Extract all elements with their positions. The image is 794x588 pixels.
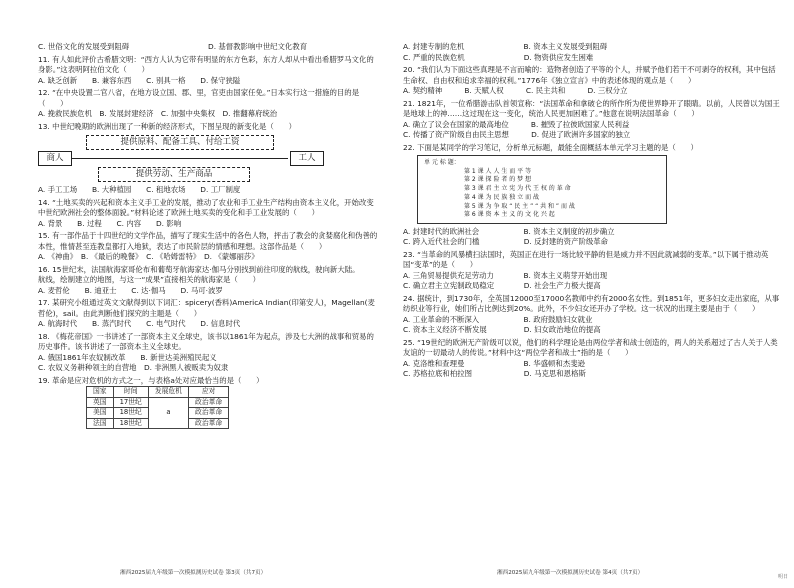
q20-options: A. 契约精神 B. 天赋人权 C. 民主共和 D. 三权分立 — [403, 86, 628, 95]
question-24: 24. 据统计，到1730年，全英国12000至17000名教师中约有2000名女性。到1851年，更多妇女走出家庭，从事纺织业等行业，她们所占比例达到20%。此外，不少妇女还开办了学校。这一状况的出现主要是由于（ ） — [403, 293, 780, 314]
q21-options-cd: C. 传播了资产阶级自由民主思想 D. 促进了欧洲许多国家的独立 — [403, 130, 631, 139]
question-18: 18. 《梅花帝国》一书讲述了一部资本主义全球史，该书以1861年为起点，涉及七大洲的战事和贸易的历史事件。该书讲述了一部资本主义全球史。 — [38, 331, 374, 351]
unit-title: 单 元 标 题： — [424, 159, 460, 166]
q12-options: A. 挽救民族危机 B. 发展封建经济 C. 加强中央集权 D. 推翻幕府统治 — [38, 109, 278, 118]
q18-options-ab: A. 俄国1861年农奴制改革 B. 新世达美洲殖民起义 — [38, 352, 217, 362]
list-item: 第 3 课 君 主 立 宪 为 代 王 权 的 革 命 — [464, 185, 571, 193]
q19-table — [86, 386, 229, 429]
question-12: 12. “在中央设置二官八省，在地方设立国、郡、里，官吏由国家任免。”日本实行这一措施的目的是（ ） — [38, 88, 360, 108]
question-14: 14. “土地买卖的兴起和资本主义手工业的发展，推动了农业和手工业生产结构由资本主义化，开始改变中世纪欧洲社会的整体面貌。”材料论述了欧洲土地买卖的变化和手工业发展的（ ） — [38, 197, 374, 217]
question-16: 16. 15世纪末，法国航海家哥伦布和葡萄牙航海家达·伽马分别找到前往印度的航线，驶向新大陆。 — [38, 264, 360, 274]
left-page-footer: 湘西2025届九年级第一次模拟测历史试卷 第3页（共7页） — [120, 570, 267, 576]
q10-options-cd — [38, 42, 378, 53]
q13-diagram — [38, 133, 378, 183]
list-item: 第 1 课 人 人 生 而 平 等 — [464, 167, 532, 175]
right-page — [397, 0, 794, 588]
q22-options-ab: A. 封建时代的欧洲社会 B. 资本主义制度的初步确立 — [403, 226, 615, 236]
flow-arrow — [72, 158, 288, 159]
q15-options: A. 《神曲》 B. 《最后的晚餐》 C. 《哈姆雷特》 D. 《蒙娜丽莎》 — [38, 252, 259, 261]
question-13: 13. 中世纪晚期的欧洲出现了一种新的经济形式，下图呈现的新变化是（ ） — [38, 121, 296, 131]
q19-options-cd: C. 严重的民族危机 D. 物资供应发生困难 — [403, 52, 594, 62]
question-22: 22. 下面是某同学的学习笔记，分析单元标题，最能全面概括本单元学习主题的是（ ） — [403, 142, 698, 152]
q22-options-cd: C. 跨入近代社会的门槛 D. 反封建的资产阶级革命 — [403, 237, 609, 247]
q22-unit-box — [417, 155, 667, 224]
list-item: 第 4 课 为 民 族 独 立 而 战 — [464, 193, 539, 201]
q13-options: A. 手工工场 B. 大种植园 C. 租地农场 D. 工厂制度 — [38, 185, 241, 194]
q24-options-cd: C. 资本主义经济不断发展 D. 妇女政治地位的提高 — [403, 325, 601, 335]
table-header: 国家 时间 发展危机 应对 — [87, 387, 229, 398]
table-row: 美国 18世纪 政治革命 — [87, 408, 229, 419]
flow-bottom-box: 提供劳动、生产商品 — [98, 167, 250, 182]
q24-options-ab: A. 工业革命的不断深入 B. 政府鼓励妇女就业 — [403, 314, 593, 324]
q19-options-ab: A. 封建专制的危机 B. 资本主义发展受到阻碍 — [403, 42, 608, 51]
q23-options-cd: C. 确立君主立宪制政局稳定 D. 社会生产力极大提高 — [403, 281, 601, 291]
question-23: 23. “当革命的风暴横扫法国时，英国正在进行一场比较平静的但是威力并不因此就减弱的变革。”以下属于推动英国“变革”的是（ ） — [403, 249, 769, 270]
left-column — [38, 42, 378, 429]
question-15: 15. 有一部作品于十四世纪的文学作品，描写了现实生活中的各色人物，抨击了教会的贪婪腐化和伪善的本性，惟情甚至连教皇都打入地狱，表达了市民阶层的情感和理想。这部作品是（ ） — [38, 231, 378, 251]
q25-options-cd: C. 苏格拉底和柏拉图 D. 马克思和恩格斯 — [403, 369, 586, 379]
question-21: 21. 1821年，一位希腊游击队首领宣称：“法国革命和拿破仑的所作所为使世界睁开了眼睛。以前，人民曾以为国王是地球上的神……这过现在这一变化，统治人民更加困难了。”他意在说明法国革命（ ） — [403, 98, 780, 118]
flow-top-box: 提供原料、配备工具、付给工资 — [86, 135, 274, 150]
q21-options-ab: A. 确立了议会在国家的最高地位 B. 摧毁了拉彼欧国家人民利益 — [403, 119, 630, 129]
q14-options: A. 背景 B. 过程 C. 内容 D. 影响 — [38, 218, 182, 228]
question-25: 25. “19世纪的欧洲无产阶级可以说，他们的科学理论是由两位学者和战士创造的，两人的关系超过了古人关于人类友谊的一切最动人的传说。”材料中这“两位学者和战士”指的是（ ） — [403, 337, 778, 358]
table-row: 英国 17世纪 a 政治革命 — [87, 397, 229, 408]
list-item: 第 5 课 为 争 取 “ 民 主 ” “ 共 和 ” 而 战 — [464, 202, 575, 210]
q17-options: A. 航海时代 B. 蒸汽时代 C. 电气时代 D. 信息时代 — [38, 319, 241, 328]
q10-option-d: D. 基督教影响中世纪文化教育 — [208, 42, 308, 51]
q25-options-ab: A. 克洛维和查理曼 B. 华盛顿和杰斐逊 — [403, 358, 585, 368]
right-page-footer: 湘西2025届九年级第一次模拟测历史试卷 第4页（共7页） — [497, 570, 644, 576]
q23-options-ab: A. 三角贸易提供充足劳动力 B. 资本主义萌芽开始出现 — [403, 270, 608, 280]
table-row: 法国 18世纪 政治革命 — [87, 418, 229, 429]
question-19: 19. 革命是应对危机的方式之一，与表格a处对应最恰当的是（ ） — [38, 375, 264, 385]
list-item: 第 6 课 资 本 主 义 的 文 化 兴 起 — [464, 211, 555, 219]
question-16-cont: 航线，绘制建立的地图，与这一“成果”直接相关的航海家是（ ） — [38, 275, 260, 284]
question-11: 11. 有人如此评价古希腊文明：“西方人认为它带有明显的东方色彩，东方人却从中看出希腊罗马文化的身影。”这表明阿拉伯文化（ ） — [38, 54, 374, 74]
q16-options: A. 麦哲伦 B. 迪亚士 C. 达·伽马 D. 马可·波罗 — [38, 285, 223, 295]
question-17: 17. 某研究小组通过英文文献得到以下词汇：spicery(香料)AmericA Indian(印第安人)，Magellan(麦哲伦)，sail。由此判断他们探究的主题是（ ） — [38, 298, 375, 318]
worker-box: 工人 — [290, 151, 324, 166]
question-20: 20. “我们认为下面这些真理是不言而喻的：造物者创造了平等的个人，并赋予他们若干不可剥夺的权利，其中包括生命权、自由权和追求幸福的权利。”1776年《独立宣言》中的表述体现的观点是（ ） — [403, 65, 776, 85]
corner-mark: 明日 — [777, 574, 788, 580]
q18-options-cd: C. 农奴义务耕种领主的自营地 D. 非洲黑人被贩卖为奴隶 — [38, 363, 229, 372]
q11-options: A. 缺乏创新 B. 兼容东西 C. 别具一格 D. 保守狭隘 — [38, 75, 241, 85]
merchant-box: 商人 — [38, 151, 72, 166]
q10-option-c: C. 世俗文化的发展受到阻碍 — [38, 42, 130, 51]
right-column — [403, 42, 781, 380]
list-item: 第 2 课 探 险 者 的 梦 想 — [464, 176, 532, 184]
